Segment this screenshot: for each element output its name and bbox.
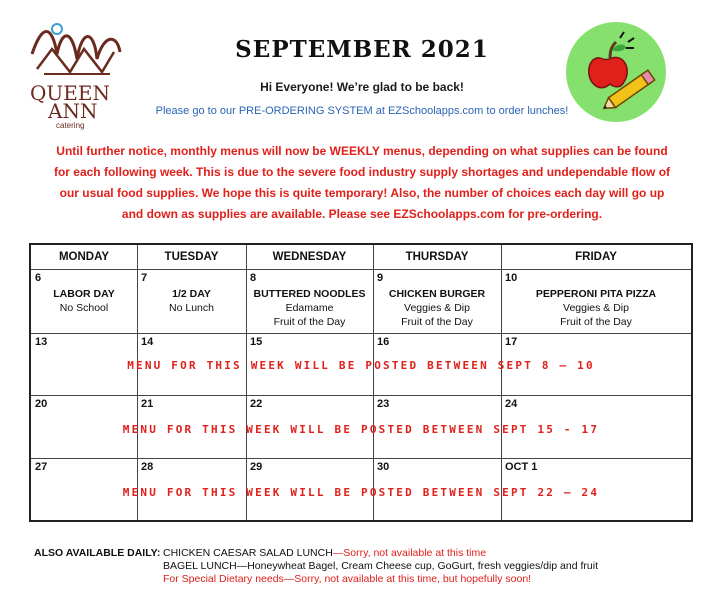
cell-date: OCT 1 xyxy=(505,461,538,473)
logo-subtext: catering xyxy=(56,121,85,130)
preorder-text: Please go to our PRE-ORDERING SYSTEM at EZSchoolapps.com to order lunches! xyxy=(155,105,569,117)
menu-item-fruit: Fruit of the Day xyxy=(273,316,346,328)
menu-item-side: Veggies & Dip xyxy=(563,302,629,314)
menu-item-main: PEPPERONI PITA PIZZA xyxy=(535,288,657,300)
cell-date: 20 xyxy=(35,398,48,410)
notice-paragraph xyxy=(20,141,704,225)
notice-line: our usual food supplies. We hope this is quite temporary! Also, the number of choices each day will go up xyxy=(59,186,665,200)
cell-menu xyxy=(246,287,373,329)
menu-item-main: LABOR DAY xyxy=(53,288,115,300)
menu-calendar xyxy=(29,243,693,522)
day-header-monday: MONDAY xyxy=(58,251,110,263)
cell-date: 15 xyxy=(250,336,263,348)
notice-line: for each following week. This is due to the severe food industry supply shortages and undependable flow of xyxy=(53,165,671,179)
cell-date: 16 xyxy=(377,336,390,348)
cell-menu xyxy=(373,287,501,329)
cell-date: 21 xyxy=(141,398,154,410)
week-posting-note: MENU FOR THIS WEEK WILL BE POSTED BETWEEN SEPT 22 – 24 xyxy=(122,486,600,499)
svg-text:QUEEN: QUEEN xyxy=(30,81,110,105)
cell-date: 10 xyxy=(505,272,518,284)
calendar-week-row xyxy=(31,333,691,395)
greeting-text: Hi Everyone! We’re glad to be back! xyxy=(260,80,464,94)
bagel-lunch-line: BAGEL LUNCH—Honeywheat Bagel, Cream Cheese cup, GoGurt, fresh veggies/dip and fruit xyxy=(163,560,598,572)
menu-item-fruit: Fruit of the Day xyxy=(560,316,632,328)
cell-menu xyxy=(31,287,137,315)
caesar-salad-name: CHICKEN CAESAR SALAD LUNCH xyxy=(163,547,333,559)
cell-date: 30 xyxy=(377,461,390,473)
menu-item-main: CHICKEN BURGER xyxy=(388,288,486,300)
menu-item-main: 1/2 DAY xyxy=(172,288,211,300)
cell-date: 9 xyxy=(377,272,384,284)
calendar-cell xyxy=(31,269,137,333)
day-header-thursday: THURSDAY xyxy=(405,251,469,263)
calendar-cell xyxy=(373,269,501,333)
cell-date: 22 xyxy=(250,398,263,410)
svg-text:ANN: ANN xyxy=(48,99,98,123)
apple-pencil-icon xyxy=(564,20,668,124)
cell-date: 24 xyxy=(505,398,518,410)
notice-line: and down as supplies are available. Please see EZSchoolapps.com for pre-ordering. xyxy=(121,207,603,221)
cell-menu xyxy=(137,287,246,315)
cell-date: 14 xyxy=(141,336,154,348)
calendar-week-row xyxy=(31,395,691,458)
notice-line: Until further notice, monthly menus will now be WEEKLY menus, depending on what supplies can be found xyxy=(56,144,668,158)
page-title: SEPTEMBER 2021 xyxy=(235,36,489,63)
cell-date: 29 xyxy=(250,461,263,473)
cell-date: 23 xyxy=(377,398,390,410)
calendar-cell xyxy=(137,269,246,333)
cell-date: 27 xyxy=(35,461,48,473)
caesar-salad-line xyxy=(163,547,598,560)
cell-date: 13 xyxy=(35,336,48,348)
calendar-week-row xyxy=(31,458,691,520)
calendar-cell xyxy=(246,269,373,333)
cell-date: 7 xyxy=(141,272,148,284)
week-posting-note: MENU FOR THIS WEEK WILL BE POSTED BETWEEN SEPT 15 - 17 xyxy=(122,423,600,436)
cell-menu xyxy=(501,287,691,329)
cell-date: 28 xyxy=(141,461,154,473)
caesar-salad-status: —Sorry, not available at this time xyxy=(332,547,487,559)
week-posting-note: MENU FOR THIS WEEK WILL BE POSTED BETWEEN SEPT 8 – 10 xyxy=(127,359,595,372)
cell-date: 6 xyxy=(35,272,42,284)
dietary-needs-line: For Special Dietary needs—Sorry, not available at this time, but hopefully soon! xyxy=(163,573,532,585)
day-header-friday: FRIDAY xyxy=(575,251,617,263)
day-header-wednesday: WEDNESDAY xyxy=(272,251,347,263)
daily-options-label: ALSO AVAILABLE DAILY: xyxy=(34,547,161,559)
menu-item-fruit: Fruit of the Day xyxy=(401,316,473,328)
menu-item-side: No Lunch xyxy=(169,302,214,314)
day-header-tuesday: TUESDAY xyxy=(164,251,219,263)
cell-date: 8 xyxy=(250,272,257,284)
menu-item-main: BUTTERED NOODLES xyxy=(253,288,366,300)
daily-options-list xyxy=(163,547,598,586)
calendar-cell xyxy=(501,269,691,333)
menu-item-side: Edamame xyxy=(285,302,334,314)
cell-date: 17 xyxy=(505,336,518,348)
menu-item-side: No School xyxy=(59,302,109,314)
menu-item-side: Veggies & Dip xyxy=(404,302,470,314)
